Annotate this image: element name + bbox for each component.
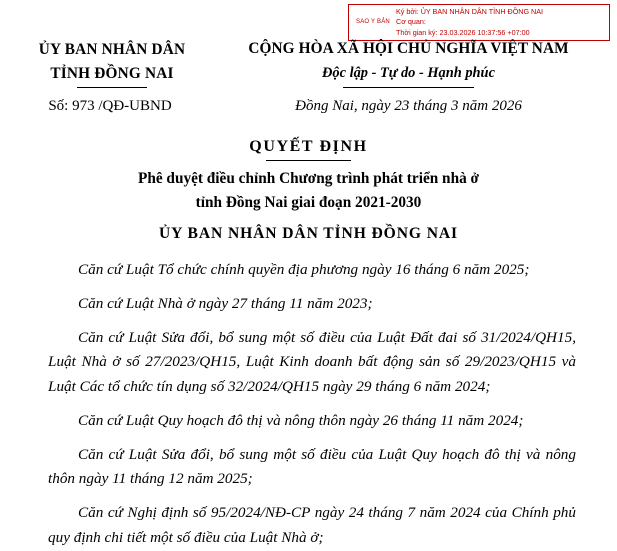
signature-signer-label: Ký bởi: bbox=[396, 7, 419, 16]
digital-signature-stamp bbox=[348, 4, 610, 41]
legal-basis-paragraph: Căn cứ Luật Sửa đổi, bổ sung một số điều của Luật Đất đai số 31/2024/QH15, Luật Nhà ở số 27/2023/QH15, Luật Kinh doanh bất động sản số 29/2023/QH15 và Luật Các tổ chức tín dụng số 32/2024/QH15 ngày 29 tháng 6 năm 2024; bbox=[48, 328, 576, 396]
signature-time-label: Thời gian ký: bbox=[396, 27, 438, 37]
signature-signer-line bbox=[396, 7, 606, 17]
document-title-block bbox=[0, 136, 617, 215]
signature-time-value: 23.03.2026 10:37:56 +07:00 bbox=[439, 27, 530, 37]
issuing-authority-line1: ỦY BAN NHÂN DÂN bbox=[38, 41, 186, 58]
signature-signer-value: ỦY BAN NHÂN DÂN TỈNH ĐỒNG NAI bbox=[420, 7, 544, 16]
document-header bbox=[0, 38, 617, 85]
document-subheader bbox=[0, 98, 617, 115]
document-subject bbox=[0, 167, 617, 214]
issuing-authority-block bbox=[0, 38, 214, 85]
legal-basis-paragraph: Căn cứ Luật Quy hoạch đô thị và nông thôn ngày 26 tháng 11 năm 2024; bbox=[78, 411, 524, 429]
legal-basis-paragraph: Căn cứ Nghị định số 95/2024/NĐ-CP ngày 24 tháng 7 năm 2024 của Chính phủ quy định chi tiết một số điều của Luật Nhà ở; bbox=[48, 504, 576, 546]
signature-agency-label: Cơ quan: bbox=[396, 17, 426, 27]
legal-basis-paragraph: Căn cứ Luật Tổ chức chính quyền địa phương ngày 16 tháng 6 năm 2025; bbox=[78, 261, 530, 278]
document-subject-line2: tỉnh Đồng Nai giai đoạn 2021-2030 bbox=[195, 194, 422, 212]
issuing-authority-line2: TỈNH ĐỒNG NAI bbox=[50, 62, 173, 86]
national-heading-line2: Độc lập - Tự do - Hạnh phúc bbox=[322, 62, 495, 85]
document-date: Đồng Nai, ngày 23 tháng 3 năm 2026 bbox=[295, 98, 522, 114]
document-subject-line1: Phê duyệt điều chỉnh Chương trình phát triển nhà ở bbox=[137, 170, 480, 188]
document-number: Số: 973 /QĐ-UBND bbox=[48, 98, 172, 114]
national-heading-block bbox=[214, 38, 617, 85]
signature-time-line bbox=[396, 28, 606, 38]
document-type-title: QUYẾT ĐỊNH bbox=[249, 136, 367, 158]
signature-stamp-left-note: SAO Y BẢN bbox=[356, 19, 390, 26]
issuing-body-name: ỦY BAN NHÂN DÂN TỈNH ĐỒNG NAI bbox=[158, 225, 458, 242]
document-body bbox=[48, 258, 576, 551]
legal-basis-paragraph: Căn cứ Luật Sửa đổi, bổ sung một số điều của Luật Quy hoạch đô thị và nông thôn ngày 11 tháng 12 năm 2025; bbox=[48, 445, 576, 488]
signature-agency-line bbox=[396, 17, 606, 27]
signature-stamp-details bbox=[396, 7, 606, 38]
national-heading-line1: CỘNG HÒA XÃ HỘI CHỦ NGHĨA VIỆT NAM bbox=[248, 40, 569, 57]
legal-basis-paragraph: Căn cứ Luật Nhà ở ngày 27 tháng 11 năm 2023; bbox=[78, 294, 373, 312]
